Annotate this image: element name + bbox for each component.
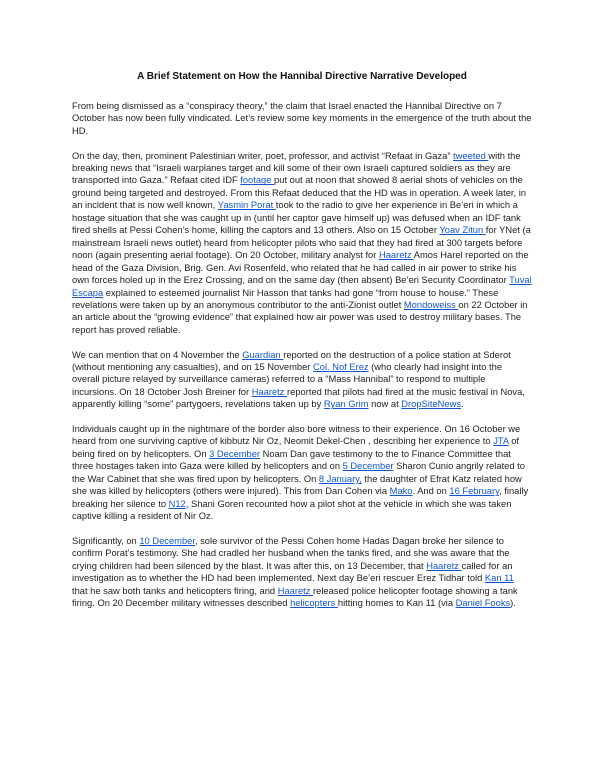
inline-link[interactable]: Kan 11: [484, 573, 514, 584]
paragraph-text: Amos Harel reported on the head of the Gaza Division, Brig. Gen. Avi Rosenfeld, who related that he had called in air power to strike his own forces holed up in the Erez Crossing, and on the same day (then absent) Be’eri Security Coordinator: [72, 250, 529, 286]
inline-link[interactable]: N12: [168, 498, 186, 509]
inline-link[interactable]: 3 December: [209, 448, 261, 459]
document-body: [72, 100, 532, 610]
inline-link[interactable]: Haaretz: [251, 386, 288, 397]
inline-link[interactable]: Col. Nof Erez: [313, 361, 369, 372]
paragraph-text: for YNet (a mainstream Israeli news outlet) heard from helicopter pilots who said that they had fired at 300 targets before noon (again presenting aerial footage). On 20 October, military analyst for: [72, 225, 531, 261]
paragraph-text: on 22 October in an article about the “growing evidence” that explained how air power was used to destroy military bases. The report has proved reliable.: [72, 299, 528, 335]
paragraph-text: took to the radio to give her experience in Be’eri in which a hostage situation that she was caught up in (until her captor gave himself up) was defused when an IDF tank fired shells at Pessi Cohen’s home, killing the captors and 13 others. Also on 15 October: [72, 200, 521, 236]
inline-link[interactable]: Mondoweiss: [403, 299, 459, 310]
inline-link[interactable]: Yoav Zitun: [439, 225, 486, 236]
inline-link[interactable]: Yasmin Porat: [217, 200, 276, 211]
paragraph-text: , Shani Goren recounted how a pilot shot at the vehicle in which she was taken captive killing a resident of Nir Oz.: [72, 498, 512, 522]
paragraph-text: ).: [510, 598, 516, 609]
paragraph-text: called for an investigation as to whether the HD had been implemented. Next day Be’eri rescuer Erez Tidhar told: [72, 560, 513, 584]
inline-link[interactable]: 8 January,: [318, 473, 362, 484]
inline-link[interactable]: DropSiteNews: [401, 399, 461, 410]
paragraph-text: reported that pilots had fired at the music festival in Nova, apparently killing “some” partygoers, revelations taken up by: [72, 386, 525, 410]
paragraph-text: , finally breaking her silence to: [72, 486, 529, 509]
paragraph: [72, 100, 532, 137]
paragraph-text: with the breaking news that “Israeli warplanes target and kill some of their own Israeli captured soldiers as they are transported into Gaza.” Refaat cited IDF: [72, 150, 521, 186]
paragraph-text: explained to esteemed journalist Nir Hasson that tanks had gone “from house to house.” These revelations were taken up by an anonymous contributor to the anti-Zionist outlet: [72, 287, 499, 310]
inline-link[interactable]: Guardian: [242, 349, 284, 360]
paragraph-text: Noam Dan gave testimony to the to Finance Committee that three hostages taken into Gaza were killed by helicopters and on: [72, 448, 511, 472]
inline-link[interactable]: Haaretz: [277, 585, 314, 596]
inline-link[interactable]: helicopters: [290, 598, 338, 609]
paragraph-text: put out at noon that showed 8 aerial shots of vehicles on the ground being targeted and destroyed. From this Refaat deduced that the HD was in operation. A week later, in an incident that is now well known,: [72, 175, 526, 211]
paragraph: [72, 535, 532, 610]
document-page: [72, 64, 532, 622]
paragraph-text: now at: [368, 399, 402, 410]
paragraph-text: hitting homes to Kan 11 (via: [337, 598, 456, 609]
paragraph-text: Individuals caught up in the nightmare of the border also bore witness to their experience. On 16 October we heard from one surviving captive of kibbutz Nir Oz, Neomit Dekel-Chen , describing her experience to: [72, 423, 521, 447]
paragraph-text: of being fired on by helicopters. On: [72, 436, 519, 459]
inline-link[interactable]: Haaretz: [426, 560, 462, 571]
paragraph: [72, 423, 532, 523]
paragraph-text: Significantly, on: [72, 535, 140, 546]
paragraph-text: the daughter of Efrat Katz related how she was killed by helicopters (others were injured). This from Dan Cohen via: [72, 473, 522, 497]
inline-link[interactable]: footage: [240, 175, 275, 186]
paragraph-text: (who clearly had insight into the overall picture relayed by surveillance cameras) referred to a “Mass Hannibal” to respond to multiple incursions. On 18 October Josh Breiner for: [72, 361, 503, 397]
inline-link[interactable]: Mako: [389, 486, 413, 497]
paragraph-text: Sharon Cunio angrily related to the War Cabinet that she was fired upon by helicopters. On: [72, 461, 525, 484]
inline-link[interactable]: Ryan Grim: [323, 399, 369, 410]
paragraph: [72, 150, 532, 337]
inline-link[interactable]: 10 December: [139, 535, 195, 546]
inline-link[interactable]: Haaretz: [378, 250, 414, 261]
paragraph-text: On the day, then, prominent Palestinian writer, poet, professor, and activist “Refaat in Gaza”: [72, 150, 454, 161]
paragraph: [72, 349, 532, 411]
paragraph-text: . And on: [412, 486, 450, 497]
paragraph-text: , sole survivor of the Pessi Cohen home Hadas Dagan broke her silence to confirm Porat’s testimony. She had cradled her husband when the tanks fired, and she was aware that the crying children had been silenced by the blast. It was after this, on 13 December, that: [72, 535, 510, 571]
paragraph-text: released police helicopter footage showing a tank firing. On 20 December military witnesses described: [72, 585, 518, 609]
paragraph-text: reported on the destruction of a police station at Sderot (without mentioning any casualties), and on 15 November: [72, 349, 511, 372]
inline-link[interactable]: Tuval Escapa: [72, 275, 532, 298]
paragraph-text: From being dismissed as a “conspiracy theory,” the claim that Israel enacted the Hannibal Directive on 7 October has now been fully vindicated. Let’s review some key moments in the emergence of the truth about the HD.: [72, 101, 532, 136]
paragraph-text: that he saw both tanks and helicopters firing, and: [72, 585, 278, 596]
inline-link[interactable]: Daniel Fooks: [455, 598, 511, 609]
paragraph-text: .: [461, 399, 464, 410]
paragraph-text: We can mention that on 4 November the: [72, 349, 243, 360]
inline-link[interactable]: tweeted: [453, 150, 489, 161]
inline-link[interactable]: JTA: [493, 436, 509, 447]
inline-link[interactable]: 16 February: [449, 486, 500, 497]
document-title: A Brief Statement on How the Hannibal Directive Narrative Developed: [137, 71, 467, 82]
inline-link[interactable]: 5 December: [342, 461, 394, 472]
